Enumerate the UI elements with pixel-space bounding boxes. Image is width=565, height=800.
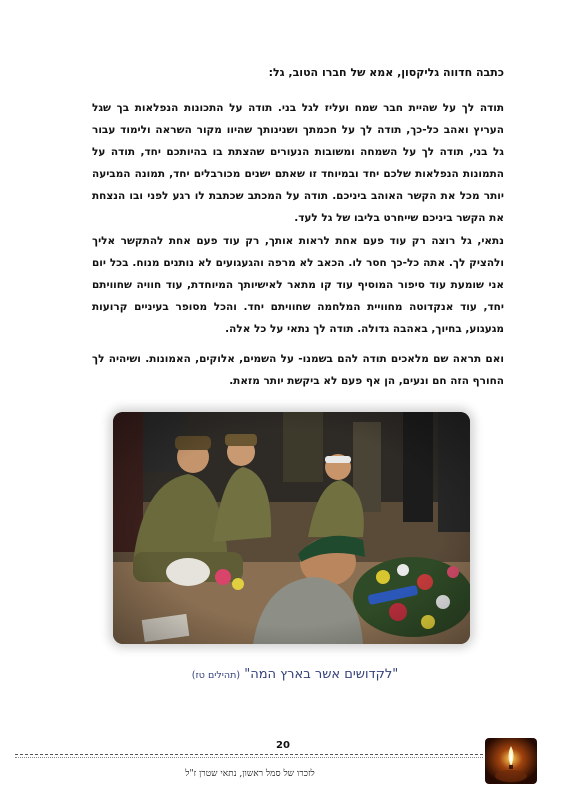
letter-heading: כתבה חדווה גליקסון, אמא של חברו הטוב, גל:	[268, 66, 504, 79]
footer-memorial-text: לזכרו של סמל ראשון, נתאי שטרן ז"ל	[185, 769, 315, 779]
caption-source: (תהילים טז)	[191, 670, 241, 681]
paragraph-1: תודה לך על שהיית חבר שמח ועליז לגל בני. תודה על התכונות הנפלאות בך שגל העריץ ואהב כל-כך, תודה לך על חכמתך ושנינותך שהיוו מקור השראה ולימוד עבור גל בני, תודה לך על השמחה ומשובות הנעורים שהצתת בו בהיותכם יחד, תודה על התמונות הנפלאות שלכם יחד ובמיוחד זו שאתם ישנים מכורבלים יחד, תמונה המביעה יותר מכל את הקשר האוהב ביניכם. תודה על המכתב שכתבת לו רגע לפני ובו הנצחת את הקשר ביניכם שייחרט בליבו של גל לעד.	[92, 102, 504, 224]
paragraph-2: נתאי, גל רוצה רק עוד פעם אחת לראות אותך, רק עוד פעם אחת להתקשר אליך ולהציק לך. אתה כל-כך חסר לו. הכאב לא מרפה והגעגועים לא נותנים מנוח. בכל יום אני שומעת עוד סיפור המוסיף עוד קו מתאר לאישיותך המיוחדת, עוד חוויה שחוויתם יחד, עוד אנקדוטה מחוויית המלחמה שחוויתם יחד. והכל מסופר בעיניים קרועות מגעגוע, בחיוך, באהבה גדולה. תודה לך נתאי על כל אלה.	[92, 235, 504, 335]
caption-quote: "לקדושים אשר בארץ המה"	[244, 667, 399, 682]
paragraph-3: ואם תראה שם מלאכים תודה להם בשמנו- על השמים, אלוקים, האמונות. ושיהיה לך החורף הזה חם ונעים, הן אף פעם לא ביקשת יותר מזאת.	[92, 353, 504, 387]
memorial-candle-image	[485, 738, 537, 784]
photo-caption	[120, 667, 470, 682]
footer-divider-secondary	[15, 757, 483, 758]
footer-divider	[15, 754, 483, 755]
memorial-photo	[113, 412, 470, 644]
page-number: 20	[276, 740, 290, 751]
